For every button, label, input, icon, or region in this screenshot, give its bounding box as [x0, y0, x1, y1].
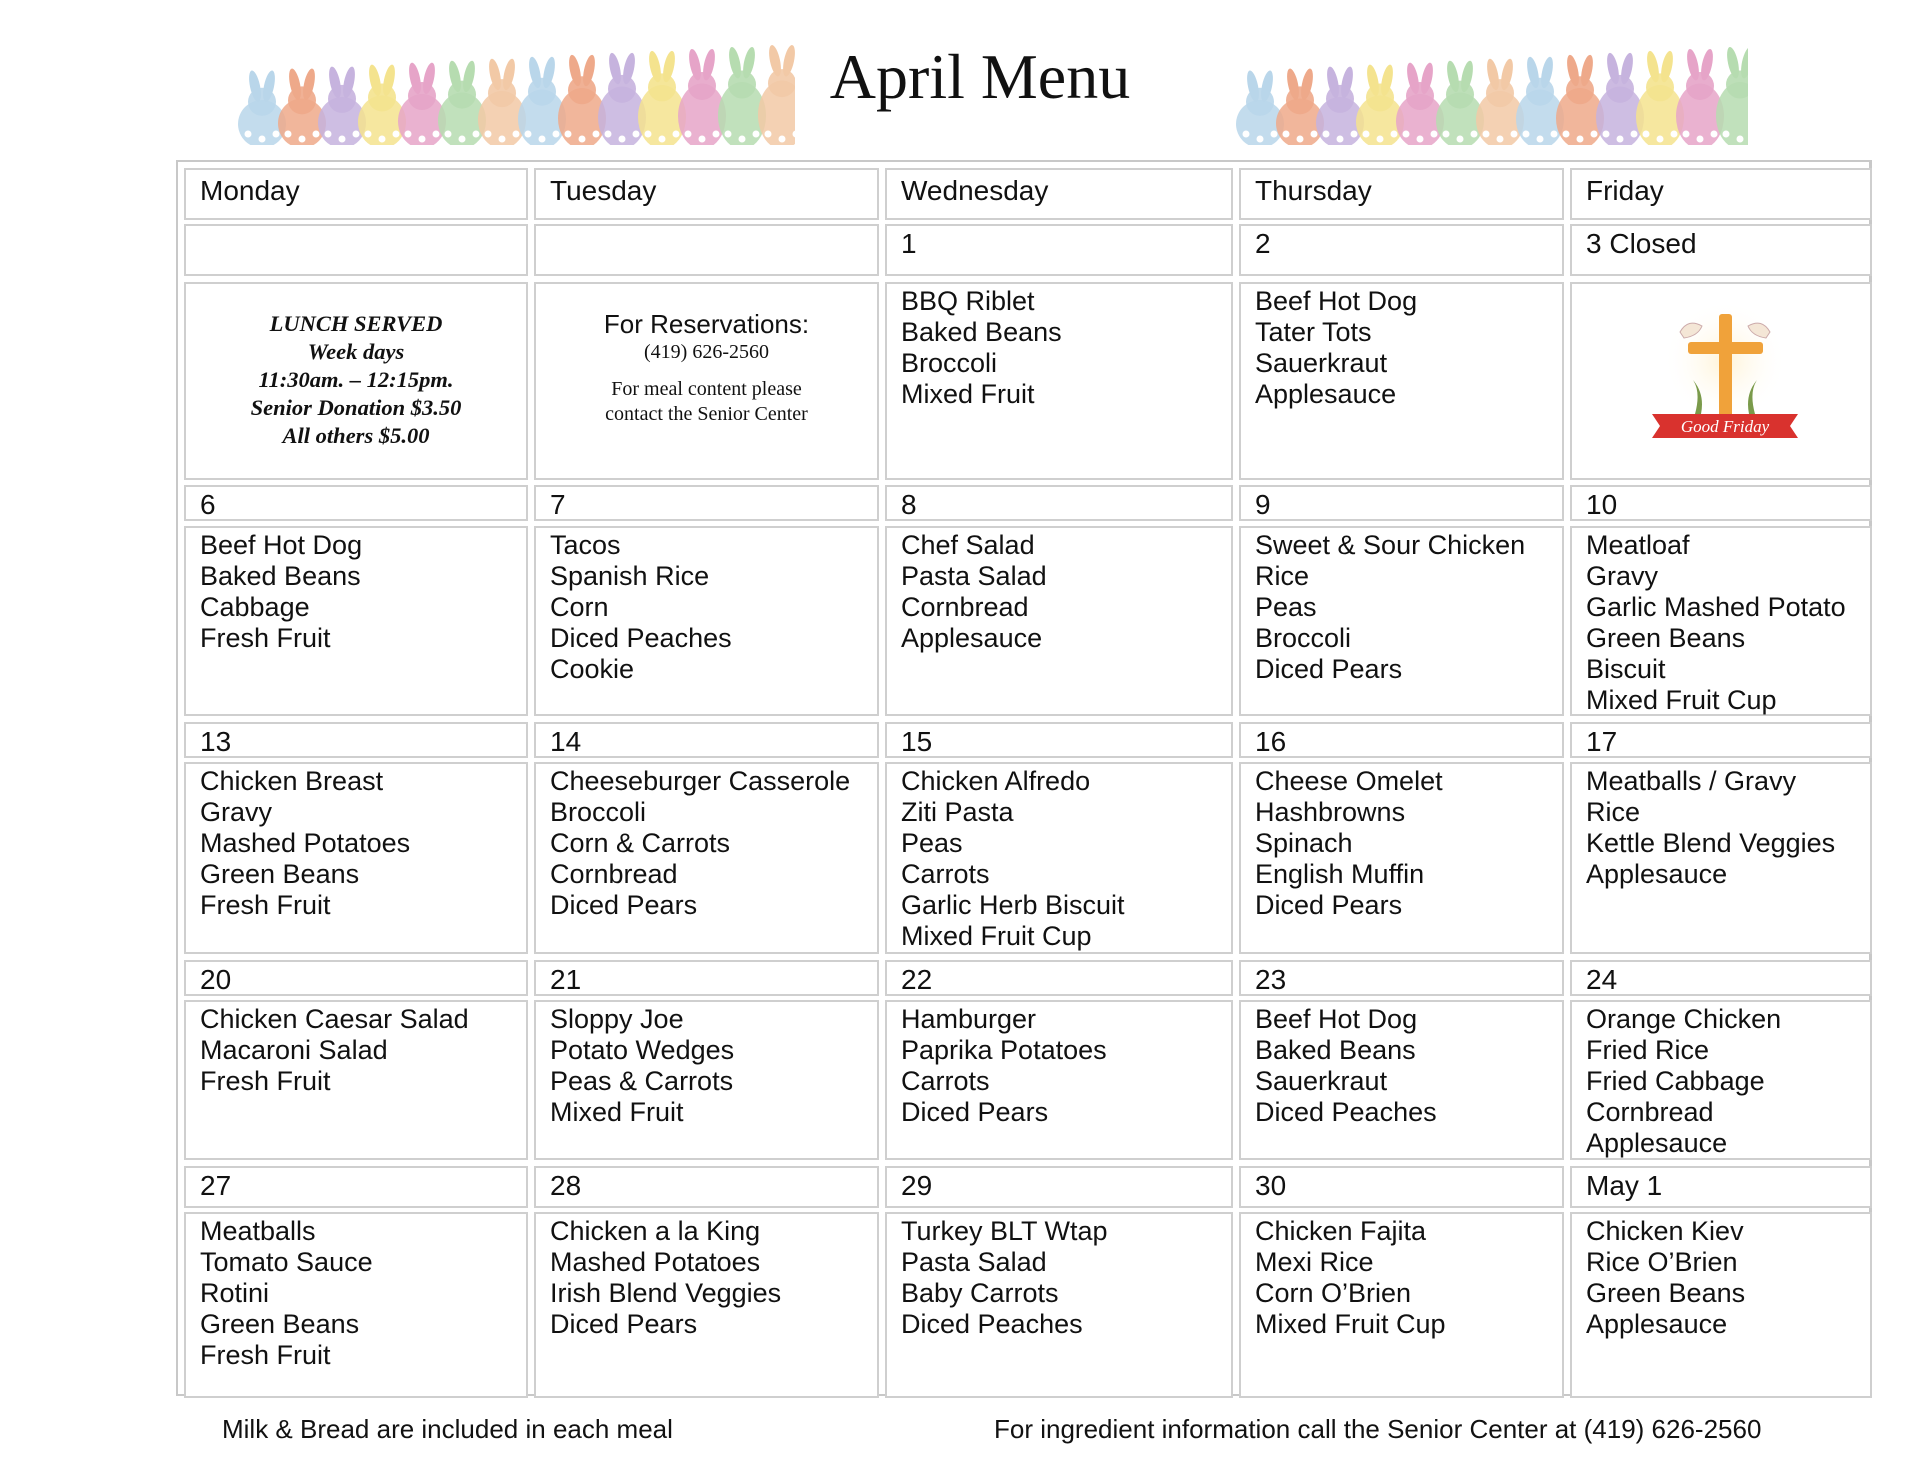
menu-item: Applesauce: [1255, 379, 1397, 409]
reservations-phone: (419) 626-2560: [644, 341, 769, 363]
reservations-note: contact the Senior Center: [605, 403, 808, 425]
menu-item: Sauerkraut: [1255, 1066, 1388, 1096]
menu-cell: [534, 1212, 879, 1398]
bunny-silhouette: [1316, 66, 1364, 145]
menu-item: Mashed Potatoes: [550, 1247, 761, 1277]
day-number: 8: [885, 485, 1233, 521]
menu-item: Chef Salad: [901, 530, 1035, 560]
menu-item: Beef Hot Dog: [1255, 1004, 1418, 1034]
menu-item: Rotini: [200, 1278, 270, 1308]
day-number: 22: [885, 960, 1233, 996]
menu-cell: [1239, 282, 1564, 480]
menu-item: Diced Peaches: [901, 1309, 1083, 1339]
menu-cell: [1239, 762, 1564, 954]
day-number: 6: [184, 485, 528, 521]
bunny-silhouette: [358, 64, 406, 145]
day-number: 7: [534, 485, 879, 521]
menu-item: Turkey BLT Wtap: [901, 1216, 1108, 1246]
good-friday-cell: [1570, 282, 1872, 480]
menu-cell: [1570, 526, 1872, 716]
day-number: 1: [885, 224, 1233, 276]
day-number: [534, 224, 879, 276]
menu-cell: [1570, 762, 1872, 954]
menu-item: Rice: [1586, 797, 1641, 827]
menu-cell: [184, 1000, 528, 1160]
menu-item: BBQ Riblet: [901, 286, 1035, 316]
day-number: 27: [184, 1166, 528, 1208]
menu-item: Baked Beans: [1255, 1035, 1416, 1065]
bunny-silhouette: [558, 54, 606, 145]
menu-item: Tomato Sauce: [200, 1247, 373, 1277]
menu-item: Mixed Fruit Cup: [1255, 1309, 1446, 1339]
bunny-silhouette: [318, 66, 366, 145]
menu-item: Chicken Kiev: [1586, 1216, 1744, 1246]
day-number: 20: [184, 960, 528, 996]
lunch-info-line: LUNCH SERVED: [269, 311, 443, 336]
day-number: 30: [1239, 1166, 1564, 1208]
menu-item: Carrots: [901, 1066, 990, 1096]
menu-cell: [1239, 526, 1564, 716]
menu-cell: [1239, 1000, 1564, 1160]
menu-item: Broccoli: [1255, 623, 1352, 653]
menu-item: Chicken Fajita: [1255, 1216, 1427, 1246]
menu-cell: [885, 1000, 1233, 1160]
bunny-border-right: [1228, 30, 1748, 145]
menu-item: Hamburger: [901, 1004, 1037, 1034]
bunny-silhouette: [1596, 52, 1644, 145]
menu-item: Mixed Fruit: [901, 379, 1035, 409]
menu-item: Rice: [1255, 561, 1310, 591]
bunny-silhouette: [638, 50, 686, 145]
menu-item: Cornbread: [901, 592, 1029, 622]
menu-item: Peas: [901, 828, 963, 858]
menu-item: Fresh Fruit: [200, 623, 331, 653]
menu-item: Green Beans: [1586, 623, 1746, 653]
menu-item: Chicken Alfredo: [901, 766, 1091, 796]
menu-cell: [184, 1212, 528, 1398]
menu-item: Fried Rice: [1586, 1035, 1710, 1065]
bunny-silhouette: [598, 52, 646, 145]
day-number: 16: [1239, 722, 1564, 758]
menu-cell: [534, 762, 879, 954]
menu-cell: [885, 1212, 1233, 1398]
menu-cell: [1570, 1212, 1872, 1398]
menu-item: Corn O’Brien: [1255, 1278, 1412, 1308]
menu-item: Applesauce: [1586, 859, 1728, 889]
page-title: April Menu: [829, 41, 1131, 112]
menu-item: Fresh Fruit: [200, 1066, 331, 1096]
bunny-silhouette: [1476, 58, 1524, 145]
menu-item: Applesauce: [1586, 1128, 1728, 1158]
menu-item: Cheeseburger Casserole: [550, 766, 851, 796]
bunny-silhouette: [1396, 62, 1444, 145]
menu-item: Mixed Fruit Cup: [1586, 685, 1777, 715]
reservations-title: For Reservations:: [603, 309, 810, 339]
menu-item: Meatballs: [200, 1216, 316, 1246]
menu-item: English Muffin: [1255, 859, 1425, 889]
menu-item: Cookie: [550, 654, 635, 684]
menu-item: Green Beans: [200, 859, 360, 889]
day-number: 21: [534, 960, 879, 996]
menu-item: Sloppy Joe: [550, 1004, 684, 1034]
menu-item: Diced Pears: [1255, 654, 1403, 684]
menu-item: Meatballs / Gravy: [1586, 766, 1797, 796]
day-number: May 1: [1570, 1166, 1872, 1208]
menu-item: Peas & Carrots: [550, 1066, 734, 1096]
menu-item: Spinach: [1255, 828, 1353, 858]
menu-item: Beef Hot Dog: [1255, 286, 1418, 316]
menu-item: Chicken Caesar Salad: [200, 1004, 469, 1034]
menu-item: Fried Cabbage: [1586, 1066, 1765, 1096]
day-number: 3 Closed: [1570, 224, 1872, 276]
menu-item: Cornbread: [550, 859, 678, 889]
bunny-silhouette: [1236, 70, 1284, 145]
menu-item: Peas: [1255, 592, 1317, 622]
bunny-silhouette: [1356, 64, 1404, 145]
bunnies-illustration: [1228, 30, 1748, 145]
menu-item: Mixed Fruit: [550, 1097, 684, 1127]
bunny-silhouette: [718, 46, 766, 145]
bunny-silhouette: [1636, 50, 1684, 145]
day-header-monday: Monday: [184, 168, 528, 220]
menu-item: Baked Beans: [200, 561, 361, 591]
menu-item: Pasta Salad: [901, 561, 1047, 591]
menu-item: Cheese Omelet: [1255, 766, 1443, 796]
menu-cell: [885, 526, 1233, 716]
day-header-thursday: Thursday: [1239, 168, 1564, 220]
bunny-silhouette: [438, 60, 486, 145]
bunny-silhouette: [1516, 56, 1564, 145]
menu-item: Garlic Mashed Potato: [1586, 592, 1846, 622]
menu-item: Spanish Rice: [550, 561, 710, 591]
menu-item: Hashbrowns: [1255, 797, 1406, 827]
day-number: 24: [1570, 960, 1872, 996]
bunnies-illustration: [230, 30, 795, 145]
bunny-silhouette: [1716, 46, 1748, 145]
menu-item: Ziti Pasta: [901, 797, 1014, 827]
menu-item: Broccoli: [550, 797, 647, 827]
menu-item: Diced Peaches: [550, 623, 732, 653]
menu-cell: [534, 1000, 879, 1160]
menu-item: Green Beans: [1586, 1278, 1746, 1308]
day-number: 13: [184, 722, 528, 758]
menu-item: Tater Tots: [1255, 317, 1372, 347]
day-number: [184, 224, 528, 276]
menu-item: Macaroni Salad: [200, 1035, 388, 1065]
menu-cell: [534, 526, 879, 716]
reservations-note: For meal content please: [611, 378, 802, 400]
menu-item: Applesauce: [1586, 1309, 1728, 1339]
menu-item: Sauerkraut: [1255, 348, 1388, 378]
menu-item: Paprika Potatoes: [901, 1035, 1107, 1065]
footer-note-milk-bread: Milk & Bread are included in each meal: [222, 1414, 673, 1444]
menu-item: Garlic Herb Biscuit: [901, 890, 1125, 920]
bunny-silhouette: [478, 58, 526, 145]
menu-item: Rice O’Brien: [1586, 1247, 1738, 1277]
menu-item: Diced Pears: [550, 890, 698, 920]
bunny-silhouette: [1556, 54, 1604, 145]
day-number: 28: [534, 1166, 879, 1208]
menu-item: Mexi Rice: [1255, 1247, 1374, 1277]
menu-item: Orange Chicken: [1586, 1004, 1782, 1034]
lunch-info-line: All others $5.00: [282, 423, 430, 448]
menu-item: Green Beans: [200, 1309, 360, 1339]
good-friday-banner-text: Good Friday: [1680, 417, 1770, 436]
bunny-silhouette: [518, 56, 566, 145]
menu-item: Diced Pears: [901, 1097, 1049, 1127]
menu-item: Biscuit: [1586, 654, 1666, 684]
day-header-friday: Friday: [1570, 168, 1872, 220]
bunny-silhouette: [678, 48, 726, 145]
day-number: 10: [1570, 485, 1872, 521]
menu-item: Fresh Fruit: [200, 1340, 331, 1370]
menu-item: Carrots: [901, 859, 990, 889]
day-number: 23: [1239, 960, 1564, 996]
menu-item: Cabbage: [200, 592, 310, 622]
bunny-silhouette: [1276, 68, 1324, 145]
footer-ingredient-info: For ingredient information call the Senior Center at (419) 626-2560: [994, 1414, 1762, 1444]
menu-item: Pasta Salad: [901, 1247, 1047, 1277]
day-number: 2: [1239, 224, 1564, 276]
day-header-tuesday: Tuesday: [534, 168, 879, 220]
menu-item: Baked Beans: [901, 317, 1062, 347]
lunch-info-line: Week days: [307, 339, 405, 364]
bunny-silhouette: [278, 68, 326, 145]
menu-cell: [885, 282, 1233, 480]
lunch-served-info: [184, 282, 528, 480]
menu-item: Diced Peaches: [1255, 1097, 1437, 1127]
lunch-info-line: 11:30am. – 12:15pm.: [258, 367, 454, 392]
bunny-silhouette: [1676, 48, 1724, 145]
menu-item: Irish Blend Veggies: [550, 1278, 782, 1308]
menu-cell: [1239, 1212, 1564, 1398]
menu-item: Tacos: [550, 530, 621, 560]
lunch-info-line: Senior Donation $3.50: [250, 395, 462, 420]
menu-cell: [1570, 1000, 1872, 1160]
menu-item: Applesauce: [901, 623, 1043, 653]
menu-cell: [184, 526, 528, 716]
day-number: 9: [1239, 485, 1564, 521]
menu-item: Chicken a la King: [550, 1216, 761, 1246]
reservations-info: [534, 282, 879, 480]
menu-item: Broccoli: [901, 348, 998, 378]
bunny-silhouette: [238, 70, 286, 145]
menu-calendar: [176, 160, 1872, 1396]
menu-item: Corn: [550, 592, 609, 622]
menu-cell: [885, 762, 1233, 954]
bunny-silhouette: [398, 62, 446, 145]
menu-item: Fresh Fruit: [200, 890, 331, 920]
bunny-silhouette: [1436, 60, 1484, 145]
menu-item: Diced Pears: [1255, 890, 1403, 920]
menu-item: Meatloaf: [1586, 530, 1690, 560]
menu-item: Gravy: [1586, 561, 1659, 591]
menu-item: Potato Wedges: [550, 1035, 735, 1065]
menu-item: Kettle Blend Veggies: [1586, 828, 1836, 858]
bunny-silhouette: [758, 44, 795, 145]
day-number: 15: [885, 722, 1233, 758]
menu-item: Diced Pears: [550, 1309, 698, 1339]
bunny-border-left: [230, 30, 795, 145]
menu-item: Cornbread: [1586, 1097, 1714, 1127]
day-number: 29: [885, 1166, 1233, 1208]
day-number: 17: [1570, 722, 1872, 758]
good-friday-cross-illustration: [1640, 302, 1810, 452]
day-number: 14: [534, 722, 879, 758]
menu-cell: [184, 762, 528, 954]
menu-item: Mashed Potatoes: [200, 828, 411, 858]
menu-item: Baby Carrots: [901, 1278, 1059, 1308]
menu-item: Beef Hot Dog: [200, 530, 363, 560]
menu-item: Sweet & Sour Chicken: [1255, 530, 1526, 560]
menu-item: Chicken Breast: [200, 766, 384, 796]
menu-item: Gravy: [200, 797, 273, 827]
day-header-wednesday: Wednesday: [885, 168, 1233, 220]
menu-item: Mixed Fruit Cup: [901, 921, 1092, 951]
menu-item: Corn & Carrots: [550, 828, 731, 858]
